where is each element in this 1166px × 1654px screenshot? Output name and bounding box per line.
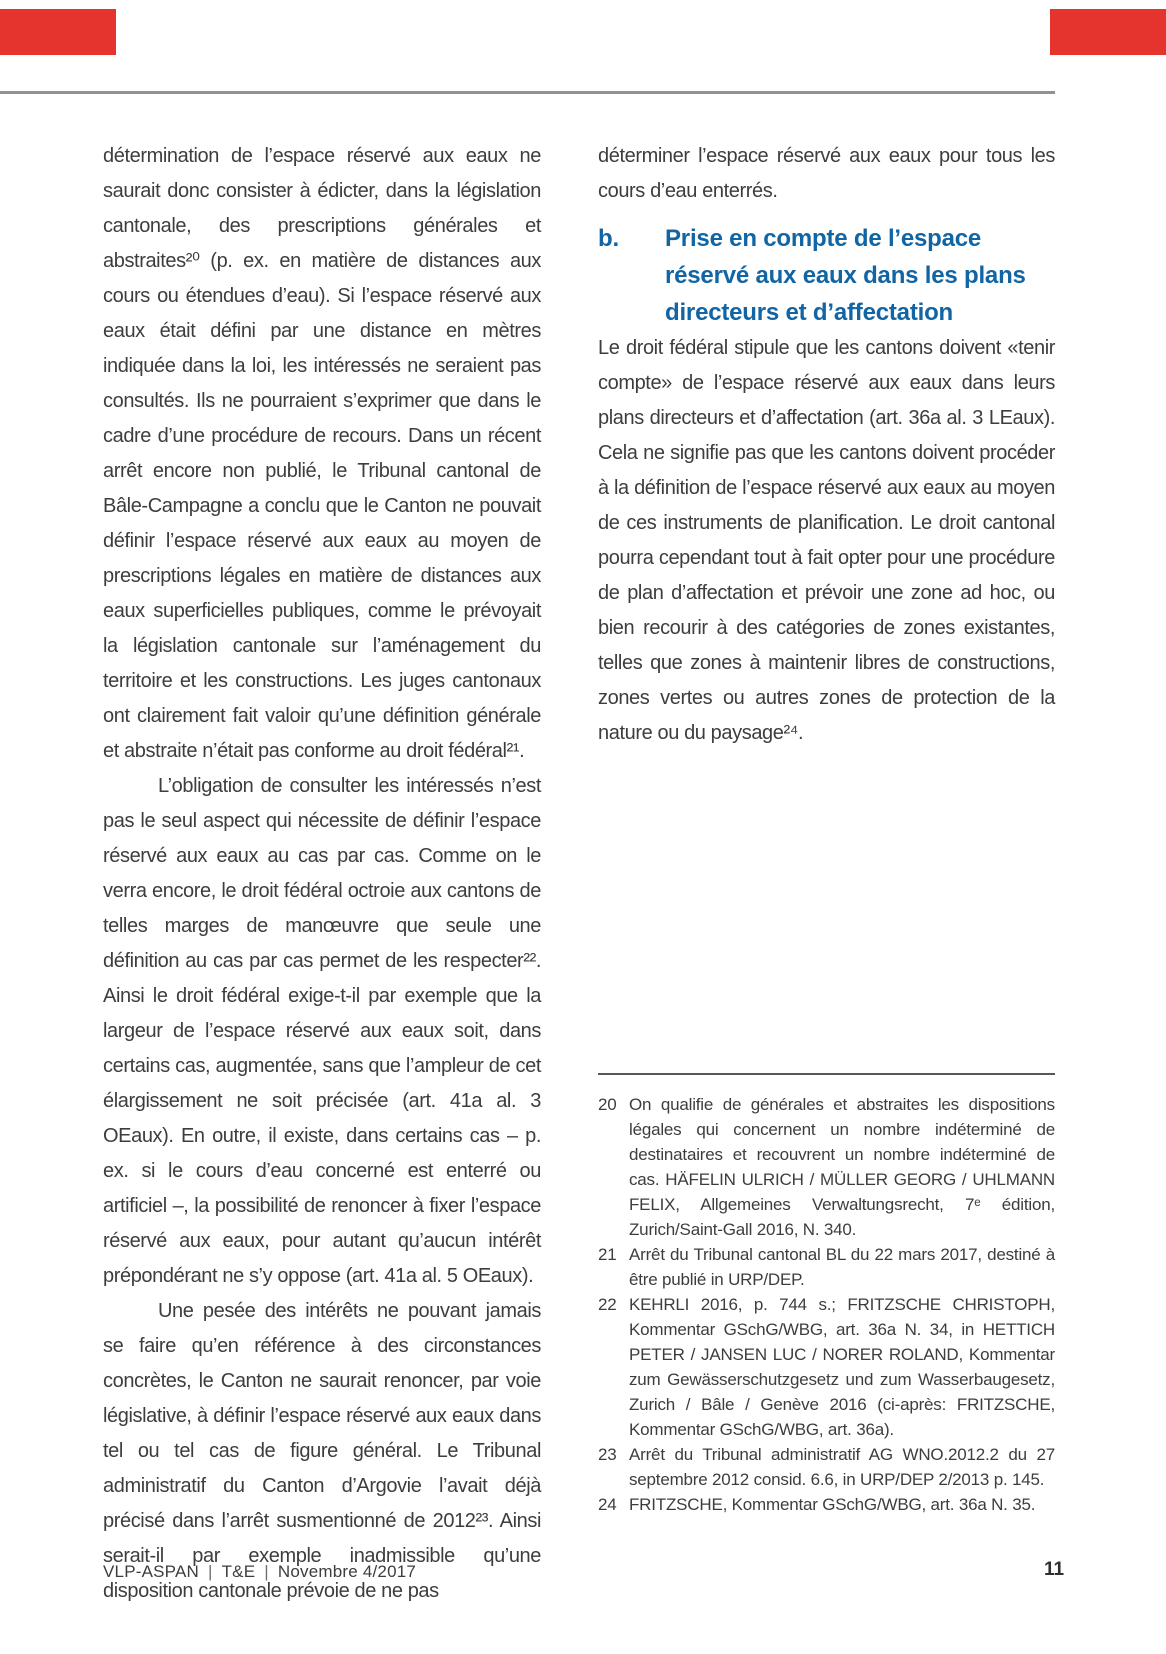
section-heading-number: b.: [598, 225, 619, 252]
footer-journal-name: VLP-ASPAN: [103, 1562, 199, 1581]
footnote-text: On qualifie de générales et abstraites les dispositions légales qui concernent un nombre indéterminé de destinataires et recouvrent un nombre indéterminé de cas. HÄFELIN ULRICH / MÜLLER GEORG / UHLMANN FELIX, Allgemeines Verwaltungsrecht, 7ᵉ édition, Zurich/Saint-Gall 2016, N. 340.: [629, 1095, 1055, 1239]
footnote-number: 20: [598, 1095, 617, 1114]
red-corner-bar-right: [1050, 9, 1166, 55]
paragraph: détermination de l’espace réservé aux eaux ne saurait donc consister à édicter, dans la législation cantonale, des prescriptions générales et abstraites²⁰ (p. ex. en matière de distances aux cours ou étendues d’eau). Si l’espace réservé aux eaux était défini par une distance en mètres indiquée dans la loi, les intéressés ne seraient pas consultés. Ils ne pourraient s’exprimer que dans le cadre d’une procédure de recours. Dans un récent arrêt encore non publié, le Tribunal cantonal de Bâle-Campagne a conclu que le Canton ne pouvait définir l’espace réservé aux eaux au moyen de prescriptions légales en matière de distances aux eaux superficielles publiques, comme le prévoyait la législation cantonale sur l’aménagement du territoire et les constructions. Les juges cantonaux ont clairement fait valoir qu’une définition générale et abstraite n’était pas conforme au droit fédéral²¹.: [103, 145, 541, 762]
footnote: [598, 1492, 1055, 1517]
page-footer: [103, 1562, 416, 1582]
footnote: [598, 1442, 1055, 1492]
footnote-number: 22: [598, 1295, 617, 1314]
header-rule: [0, 91, 1055, 94]
footnote: [598, 1092, 1055, 1242]
footnote-rule: [598, 1073, 1055, 1075]
footnote: [598, 1292, 1055, 1442]
footnote: [598, 1242, 1055, 1292]
right-column-body-paragraph: Le droit fédéral stipule que les cantons doivent «tenir compte» de l’espace réservé aux eaux dans leurs plans directeurs et d’affectation (art. 36a al. 3 LEaux). Cela ne signifie pas que les cantons doivent procéder à la définition de l’espace réservé aux eaux au moyen de ces instruments de planification. Le droit cantonal pourra cependant tout à fait opter pour une procédure de plan d’affectation et prévoir une zone ad hoc, ou bien recourir à des catégories de zones existantes, telles que zones à maintenir libres de constructions, zones vertes ou autres zones de protection de la nature ou du paysage²⁴.: [598, 337, 1055, 744]
section-heading: [598, 220, 1055, 331]
footnote-text: FRITZSCHE, Kommentar GSchG/WBG, art. 36a N. 35.: [629, 1495, 1036, 1514]
paragraph: L’obligation de consulter les intéressés n’est pas le seul aspect qui nécessite de définir l’espace réservé aux eaux au cas par cas. Comme on le verra encore, le droit fédéral octroie aux cantons de telles marges de manœuvre que seule une définition au cas par cas permet de les respecter²². Ainsi le droit fédéral exige-t-il par exemple que la largeur de l’espace réservé aux eaux soit, dans certains cas, augmentée, sans que l’ampleur de cet élargissement ne soit précisée (art. 41a al. 3 OEaux). En outre, il existe, dans certains cas – p. ex. si le cours d’eau concerné est enterré ou artificiel –, la possibilité de renoncer à fixer l’espace réservé aux eaux, pour autant qu’aucun intérêt prépondérant ne s’y oppose (art. 41a al. 5 OEaux).: [103, 775, 541, 1287]
footnote-number: 24: [598, 1495, 617, 1514]
footnote-text: KEHRLI 2016, p. 744 s.; FRITZSCHE CHRISTOPH, Kommentar GSchG/WBG, art. 36a N. 34, in HETTICH PETER / JANSEN LUC / NORER ROLAND, Kommentar zum Gewässerschutzgesetz und zum Wasserbaugesetz, Zurich / Bâle / Genève 2016 (ci-après: FRITZSCHE, Kommentar GSchG/WBG, art. 36a).: [629, 1295, 1055, 1439]
section-heading-title: Prise en compte de l’espace réservé aux eaux dans les plans directeurs et d’affectation: [665, 225, 1026, 326]
footnote-text: Arrêt du Tribunal cantonal BL du 22 mars 2017, destiné à être publié in URP/DEP.: [629, 1245, 1055, 1289]
right-column-lead-paragraph: déterminer l’espace réservé aux eaux pour tous les cours d’eau enterrés.: [598, 145, 1055, 202]
footnotes-block: [598, 1092, 1055, 1517]
footnote-number: 23: [598, 1445, 617, 1464]
footnote-text: Arrêt du Tribunal administratif AG WNO.2012.2 du 27 septembre 2012 consid. 6.6, in URP/DEP 2/2013 p. 145.: [629, 1445, 1055, 1489]
page-number: 11: [1044, 1559, 1065, 1580]
footer-issue-abbreviation: T&E: [221, 1562, 256, 1581]
footnote-number: 21: [598, 1245, 617, 1264]
red-corner-bar-left: [0, 9, 116, 55]
footer-separator: |: [264, 1562, 269, 1581]
paragraph: Une pesée des intérêts ne pouvant jamais se faire qu’en référence à des circonstances concrètes, le Canton ne saurait renoncer, par voie législative, à définir l’espace réservé aux eaux dans tel ou tel cas de figure général. Le Tribunal administratif du Canton d’Argovie l’avait déjà précisé dans l’arrêt susmentionné de 2012²³. Ainsi serait-il par exemple inadmissible qu’une disposition cantonale prévoie de ne pas: [103, 1300, 541, 1602]
left-text-column: [103, 139, 541, 1609]
footer-separator: |: [207, 1562, 213, 1581]
footer-date: Novembre 4/2017: [277, 1562, 417, 1581]
